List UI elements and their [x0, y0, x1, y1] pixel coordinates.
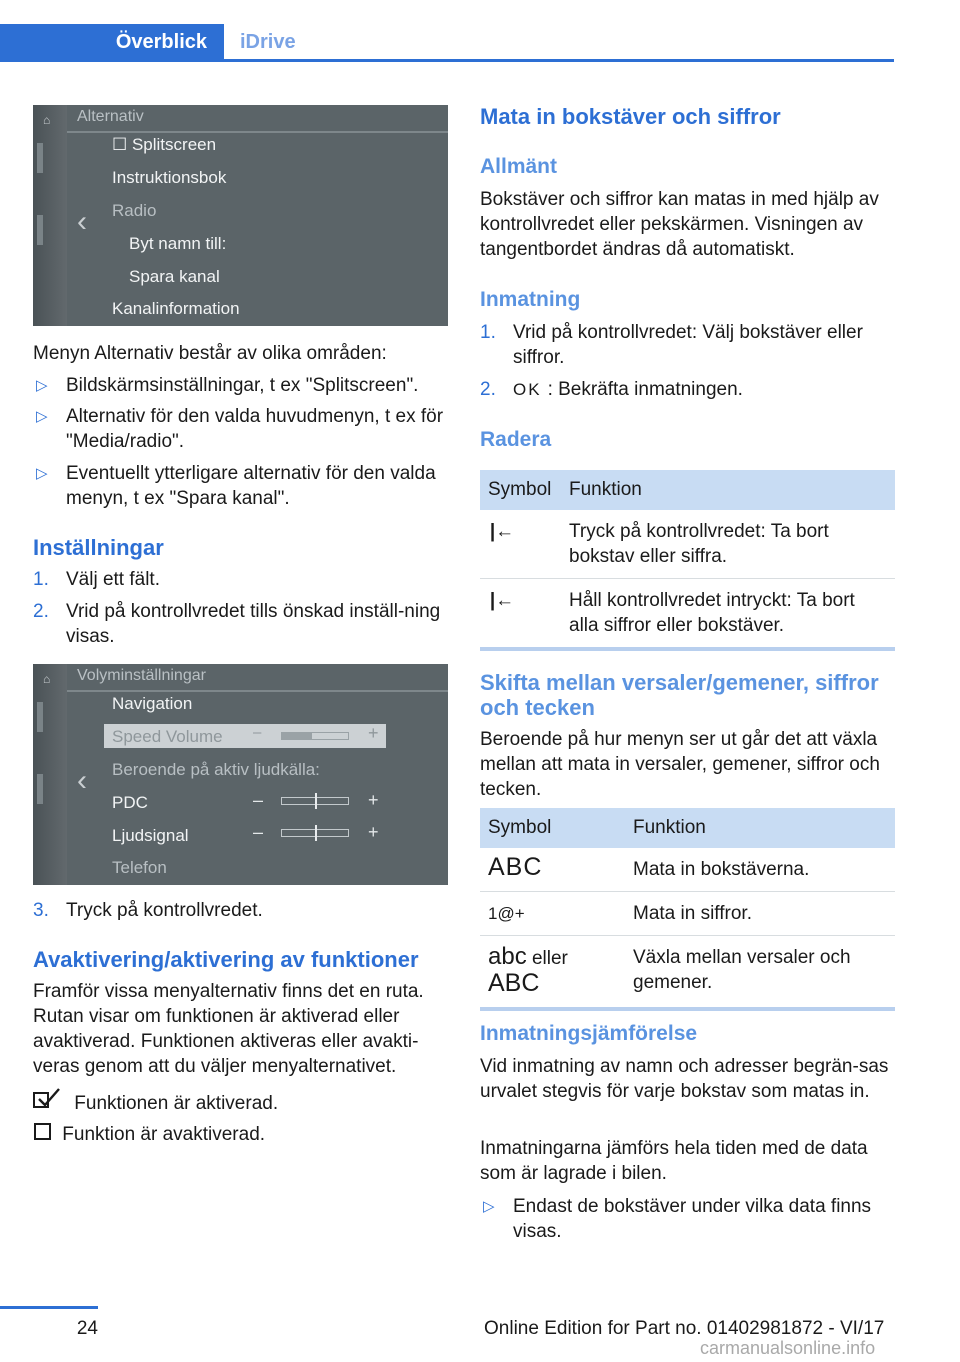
step-2: 2. Vrid på kontrollvredet tills önskad inställ-ning visas.	[33, 601, 441, 647]
col-function: Funktion	[561, 470, 895, 510]
screen-sidebar	[33, 664, 67, 885]
deactivation-text: Framför vissa menyalternativ finns det en ruta. Rutan visar om funktionen är aktiverad eller avaktiverad. Funktionen aktiveras eller avakti-veras genom att du väljer menyalternativet.	[33, 981, 424, 1077]
numbers-symbols-icon: 1@+	[488, 904, 525, 923]
list-item: ▷ Bildskärmsinställningar, t ex "Splitscreen".	[36, 375, 419, 396]
menu-item-save-station[interactable]: Spara kanal	[129, 267, 220, 286]
list-item: ▷ Eventuellt ytterligare alternativ för den valda menyn, t ex "Spara kanal".	[36, 463, 436, 509]
empty-box-icon	[33, 1122, 53, 1149]
settings-heading: Inställningar	[33, 535, 164, 560]
general-heading: Allmänt	[480, 155, 558, 178]
page-number: 24	[76, 1318, 98, 1339]
col-symbol: Symbol	[480, 808, 625, 848]
table-row: 1@+ Mata in siffror.	[480, 892, 895, 936]
screen-sidebar	[33, 105, 67, 326]
list-item: ▷ Endast de bokstäver under vilka data finns visas.	[483, 1196, 872, 1242]
switch-heading: Skifta mellan versaler/gemener, siffror och tecken	[480, 670, 879, 720]
checked-box-icon	[33, 1087, 63, 1116]
screen-title: Volyminställningar	[77, 667, 206, 684]
menu-item-station-info[interactable]: Kanalinformation	[112, 299, 240, 318]
table-row: |← Tryck på kontrollvredet: Ta bort bokstav eller siffra.	[480, 510, 895, 579]
switch-text: Beroende på hur menyn ser ut går det att växla mellan att mata in versaler, gemener, siffror och tecken.	[480, 729, 880, 800]
col-function: Funktion	[625, 808, 895, 848]
delete-table	[480, 470, 895, 651]
triangle-bullet-icon: ▷	[36, 465, 48, 482]
header-bar	[0, 24, 894, 62]
speed-volume-slider[interactable]	[281, 732, 349, 740]
options-menu-screenshot	[33, 105, 448, 326]
screen-title: Alternativ	[77, 108, 144, 125]
chevron-left-icon: ‹	[77, 764, 87, 797]
uppercase-abc-icon: ABC	[488, 969, 540, 997]
slider-knob[interactable]	[315, 825, 317, 841]
input-step-1: 1. Vrid på kontrollvredet: Välj bokstäver eller siffror.	[480, 322, 863, 368]
plus-icon[interactable]: +	[368, 822, 379, 842]
deactivation-heading: Avaktivering/aktivering av funktioner	[33, 947, 419, 972]
slider-knob[interactable]	[315, 793, 317, 809]
home-icon: ⌂	[43, 672, 51, 686]
activated-row: Funktionen är aktiverad.	[33, 1087, 278, 1116]
menu-item-phone[interactable]: Telefon	[112, 858, 167, 877]
menu-item-splitscreen[interactable]: ☐ Splitscreen	[112, 135, 217, 154]
menu-item-rename[interactable]: Byt namn till:	[129, 234, 227, 253]
compare-text-1: Vid inmatning av namn och adresser begrän-sas urvalet stegvis för varje bokstav som matas in.	[480, 1056, 889, 1102]
table-row: ABC Mata in bokstäverna.	[480, 848, 895, 892]
menu-item-navigation[interactable]: Navigation	[112, 694, 193, 713]
chevron-left-icon: ‹	[77, 205, 87, 238]
input-heading: Inmatning	[480, 288, 581, 311]
triangle-bullet-icon: ▷	[483, 1198, 495, 1215]
compare-text-2: Inmatningarna jämförs hela tiden med de data som är lagrade i bilen.	[480, 1138, 868, 1184]
general-text: Bokstäver och siffror kan matas in med hjälp av kontrollvredet eller pekskärmen. Visningen av tangentbordet ändras då automatiskt.	[480, 189, 879, 260]
options-intro: Menyn Alternativ består av olika områden:	[33, 343, 387, 364]
pdc-slider[interactable]	[281, 797, 349, 805]
lowercase-abc-icon: abc	[488, 943, 527, 970]
input-step-2: 2. OK : Bekräfta inmatningen.	[480, 379, 743, 400]
volume-settings-screenshot	[33, 664, 448, 885]
plus-icon[interactable]: +	[368, 790, 379, 810]
list-item: ▷ Alternativ för den valda huvudmenyn, t ex för "Media/radio".	[36, 406, 444, 452]
switch-table	[480, 808, 895, 1011]
minus-icon[interactable]: –	[253, 724, 262, 741]
main-heading: Mata in bokstäver och siffror	[480, 104, 781, 129]
plus-icon[interactable]: +	[368, 723, 379, 743]
delete-heading: Radera	[480, 428, 552, 451]
menu-item-signal[interactable]: Ljudsignal	[112, 826, 189, 845]
home-icon: ⌂	[43, 113, 51, 127]
menu-item-pdc[interactable]: PDC	[112, 793, 148, 812]
menu-item-radio: Radio	[112, 201, 157, 220]
compare-heading: Inmatningsjämförelse	[480, 1022, 698, 1045]
step-3: 3. Tryck på kontrollvredet.	[33, 900, 263, 921]
tab-overview[interactable]: Överblick	[0, 24, 224, 61]
step-1: 1. Välj ett fält.	[33, 569, 160, 590]
table-row: abc eller ABC Växla mellan versaler och gemener.	[480, 936, 895, 1010]
watermark: carmanualsonline.info	[700, 1338, 876, 1358]
menu-item-audio-source: Beroende på aktiv ljudkälla:	[112, 760, 320, 779]
minus-icon[interactable]: –	[253, 790, 264, 810]
menu-item-speed-volume[interactable]: Speed Volume	[112, 727, 223, 746]
edition-text: Online Edition for Part no. 01402981872 - VI/17	[484, 1318, 885, 1339]
uppercase-abc-icon: ABC	[488, 853, 543, 881]
triangle-bullet-icon: ▷	[36, 408, 48, 425]
ok-icon: OK	[513, 380, 542, 399]
backspace-icon: |←	[489, 590, 515, 611]
triangle-bullet-icon: ▷	[36, 377, 48, 394]
deactivated-row: Funktion är avaktiverad.	[33, 1120, 265, 1147]
minus-icon[interactable]: –	[253, 822, 264, 842]
menu-item-manual[interactable]: Instruktionsbok	[112, 168, 227, 187]
table-row: |← Håll kontrollvredet intryckt: Ta bort alla siffror eller bokstäver.	[480, 579, 895, 650]
col-symbol: Symbol	[480, 470, 561, 510]
signal-slider[interactable]	[281, 829, 349, 837]
tab-idrive[interactable]: iDrive	[240, 31, 296, 53]
backspace-icon: |←	[489, 521, 515, 542]
